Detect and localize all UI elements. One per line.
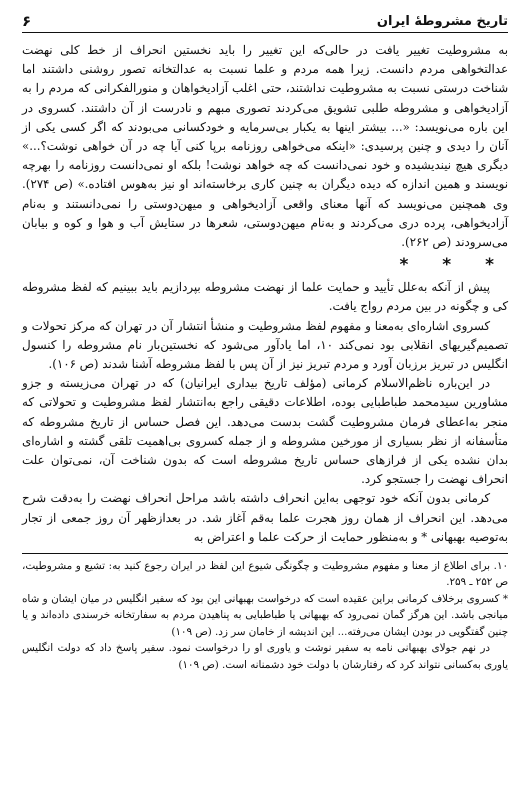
footnote: * کسروی برخلاف کرمانی براین عقیده است که درخواست بهبهانی این بود که سفیر انگلیس در میان ایشان و شاه میانجی باشد. این هرگز گمان نمی‌رود که بهبهانی یا طباطبایی به پناهیدن مردم به سفارتخانه خرسندی داده‌اند و یا چنین گفتگویی در بودن ایشان می‌رفته... این اندیشه از خامان سر زد. (ص ۱۰۹) [22, 592, 508, 638]
running-title: تاریخ مشروطهٔ ایران [376, 14, 508, 29]
paragraph: کرمانی بدون آنکه خود توجهی به‌این انحراف داشته باشد مراحل انحراف نهضت را به‌دقت شرح می‌دهد. این انحراف از همان روز هجرت علما به‌قم آغاز شد. در بعدازظهر آن روز جمعی از تجار به‌توصیه بهبهانی * و به‌منظور حمایت از حرکت علما و اعتراض به [22, 491, 508, 544]
page-number: ۶ [22, 12, 32, 30]
main-text [22, 41, 508, 547]
section-break: * * * [399, 255, 508, 276]
paragraph: در این‌باره ناظم‌الاسلام کرمانی (مؤلف تاریخ بیداری ایرانیان) که در تهران می‌زیسته و جزو مشاورین سیدمحمد طباطبایی بوده، اطلاعات دقیقی راجع به‌انتشار لفظ مشروطیت و تحولاتی که منجر به‌اعطای فرمان مشروطیت گشت بدست می‌دهد. این فصل حساس از تاریخ مشروطه که متأسفانه از نظر بسیاری از مورخین مشروطه و از جمله کسروی بی‌اهمیت تلقی گشته و اشاره‌ای بدان نشده یکی از فرازهای حساس تاریخ مشروطه است که بدون شناخت آن، نمی‌توان علت انحراف نهضت را جستجو کرد. [22, 376, 508, 487]
paragraph: پیش از آنکه به‌علل تأیید و حمایت علما از نهضت مشروطه بپردازیم باید ببینیم که لفظ مشروطه کی و چگونه در بین مردم رواج یافت. [22, 280, 508, 314]
footnote: در نهم جولای بهبهانی نامه به سفیر نوشت و یاوری او را درخواست نمود. سفیر پاسخ داد که دولت انگلیس یاوری به‌کسانی نتواند کرد که رفتارشان با دولت خود دشمنانه است. (ص ۱۰۹) [22, 642, 508, 671]
paragraph: به مشروطیت تغییر یافت در حالی‌که این تغییر را باید نخستین انحراف از خط کلی نهضت عدالتخواهی مردم دانست. زیرا همه مردم و علما نسبت به عدالتخانه تصور روشنی داشتند اما شناخت درستی نسبت به مشروطیت نداشتند، حتی اغلب آزادیخواهان و منورالفکرانی که مردم را به آزادیخواهی و مشروطه طلبی تشویق می‌کردند تصوری مبهم و نادرست از آن داشتند. کسروی در این باره می‌نویسد: «... بیشتر اینها به یکبار بی‌سرمایه و خودکسانی می‌بودند که اگر کسی یکی از آنان را دیدی و چنین پرسیدی: «اینکه می‌خواهی روزنامه برپا کنی آیا چه در آن خواهی نوشت؟...» دیگری هیچ نیندیشیده و خود نمی‌دانست که چه خواهد نوشت! بلکه او نمی‌دانست روزنامه را بهرچه نویسند و همین اندازه که دیده دیگران به چنین کاری برخاسته‌اند او نیز به‌هوس افتاده.» (ص ۲۷۴). وی همچنین می‌نویسد که آنها معنای واقعی آزادیخواهی و میهن‌دوستی را نمی‌دانستند و به‌نام آزادیخواهی، پرده دری می‌کردند و به‌نام میهن‌دوستی، شعرها در ستایش آب و هوا و کوه و بیابان می‌سرودند (ص ۲۶۲). [22, 43, 508, 250]
footnote: ۱۰. برای اطلاع از معنا و مفهوم مشروطیت و چگونگی شیوع این لفظ در ایران رجوع کنید به: تشیع و مشروطیت، ص ۲۵۲ ـ ۲۵۹. [22, 560, 508, 589]
book-page [22, 8, 508, 803]
running-header [22, 8, 508, 33]
footnotes [22, 558, 508, 673]
paragraph: کسروی اشاره‌ای به‌معنا و مفهوم لفظ مشروطیت و منشأ انتشار آن در تهران که مرکز تحولات و تصمیم‌گیریهای انقلابی بود نمی‌کند ۱۰، اما یادآور می‌شود که نخستین‌بار نام مشروطه را کنسول انگلیس در تبریز برزبان آورد و مردم تبریز نیز از آن پس با لفظ مشروطه آشنا شدند (ص ۱۰۶). [22, 318, 508, 372]
footnote-divider [22, 553, 508, 554]
